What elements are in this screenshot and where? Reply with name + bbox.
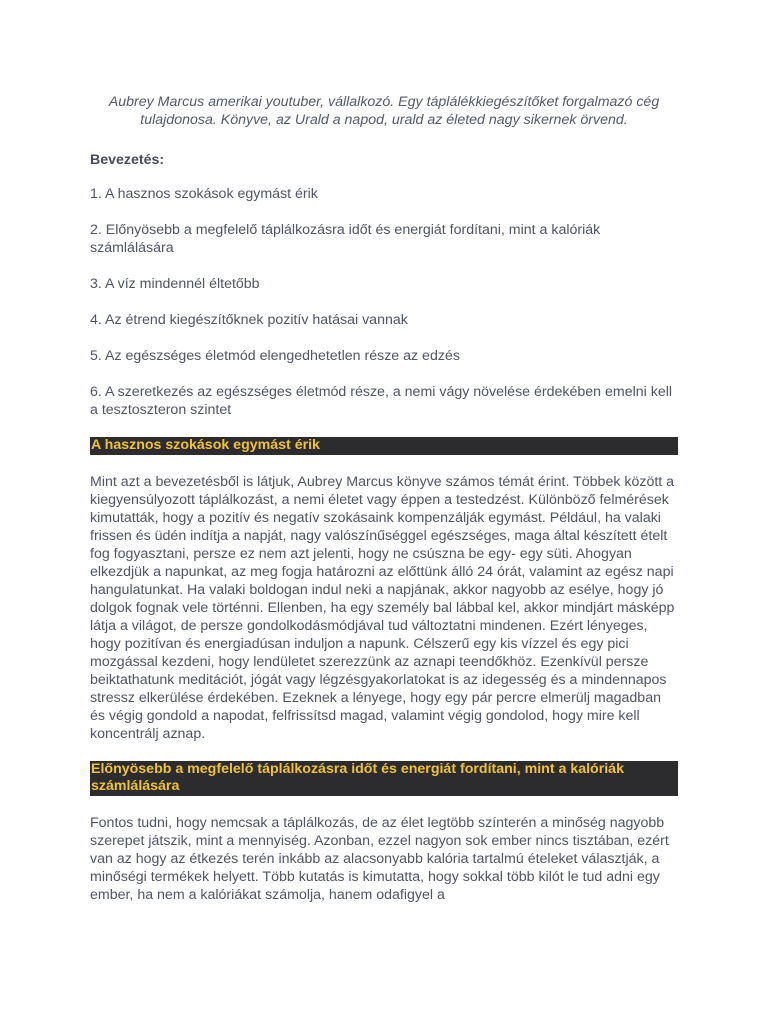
intro-paragraph: Aubrey Marcus amerikai youtuber, vállalkozó. Egy táplálékkiegészítőket forgalmazó cég tulajdonosa. Könyve, az Urald a napod, urald az életed nagy sikernek örvend.	[108, 94, 660, 128]
document-page	[90, 93, 678, 904]
section-habits	[90, 437, 678, 743]
introduction-list	[90, 185, 678, 419]
list-item: 6. A szeretkezés az egészséges életmód része, a nemi vágy növelése érdekében emelni kell a tesztoszteron szintet	[90, 384, 673, 418]
list-item: 1. A hasznos szokások egymást érik	[90, 186, 318, 202]
introduction-heading: Bevezetés:	[90, 152, 165, 168]
section-nutrition	[90, 761, 678, 904]
list-item: 2. Előnyösebb a megfelelő táplálkozásra időt és energiát fordítani, mint a kalóriák számlálására	[90, 222, 601, 256]
section-heading: Előnyösebb a megfelelő táplálkozásra időt és energiát fordítani, mint a kalóriák számlálására	[90, 761, 678, 796]
list-item: 4. Az étrend kiegészítőknek pozitív hatásai vannak	[90, 312, 408, 328]
section-body: Fontos tudni, hogy nemcsak a táplálkozás, de az élet legtöbb színterén a minőség nagyobb szerepet játszik, mint a mennyiség. Azonban, ezzel nagyon sok ember nincs tisztában, ezért van az hogy az étkezés terén inkább az alacsonyabb kalória tartalmú ételeket választják, a minőségi termékek helyett. Több kutatás is kimutatta, hogy sokkal több kilót le tud adni egy ember, ha nem a kalóriákat számolja, hanem odafigyel a	[90, 815, 669, 903]
section-body: Mint azt a bevezetésből is látjuk, Aubrey Marcus könyve számos témát érint. Többek között a kiegyensúlyozott táplálkozást, a nemi életet vagy éppen a testedzést. Különböző felmérések kimutatták, hogy a pozitív és negatív szokásaink kompenzálják egymást. Például, ha valaki frissen és üdén indítja a napját, nagy valószínűséggel egészséges, maga által készített ételt fog fogyasztani, persze ez nem azt jelenti, hogy ne csúszna be egy- egy süti. Ahogyan elkezdjük a napunkat, az meg fogja határozni az előttünk álló 24 órát, valamint az egész napi hangulatunkat. Ha valaki boldogan indul neki a napjának, akkor nagyobb az esélye, hogy jó dolgok fognak vele történni. Ellenben, ha egy személy bal lábbal kel, akkor mindjárt másképp látja a világot, de persze gondolkodásmódjával tud változtatni mindenen. Ezért lényeges, hogy pozitívan és energiadúsan induljon a napunk. Célszerű egy kis vízzel és egy pici mozgással kezdeni, hogy lendületet szerezzünk az aznapi teendőkhöz. Ezenkívül persze beiktathatunk meditációt, jógát vagy légzésgyakorlatokat is az idegesség és a mindennapos stressz elkerülése érdekében. Ezeknek a lényege, hogy egy pár percre elmerülj magadban és végig gondold a napodat, felfrissítsd magad, valamint végig gondolod, hogy mire kell koncentrálj aznap.	[90, 474, 675, 742]
list-item: 3. A víz mindennél éltetőbb	[90, 276, 260, 292]
section-heading: A hasznos szokások egymást érik	[90, 437, 678, 455]
list-item: 5. Az egészséges életmód elengedhetetlen része az edzés	[90, 348, 460, 364]
